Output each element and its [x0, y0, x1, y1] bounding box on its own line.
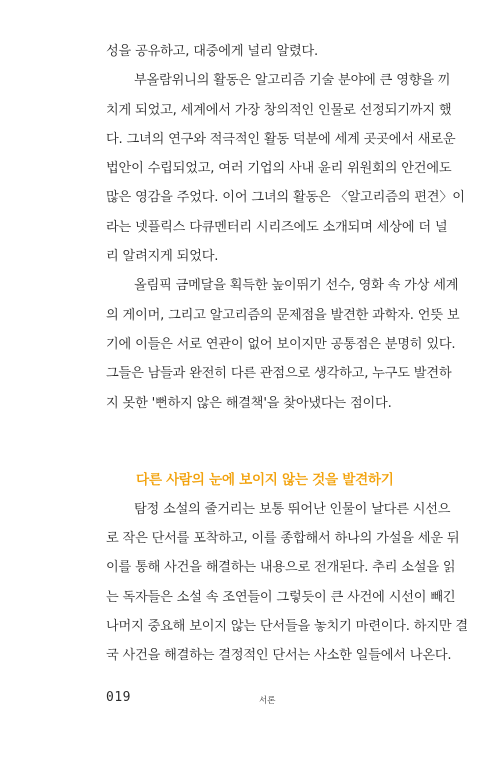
text-line: 법안이 수립되었고, 여러 기업의 사내 윤리 위원회의 안건에도: [106, 161, 452, 177]
text-line: 탐정 소설의 줄거리는 보통 뛰어난 인물이 날다른 시선으: [134, 501, 451, 517]
text-line: 성을 공유하고, 대중에게 널리 알렸다.: [106, 44, 319, 59]
text-line: 국 사건을 해결하는 결정적인 단서는 사소한 일들에서 나온다.: [106, 648, 452, 664]
running-title: 서론: [259, 696, 276, 706]
page-number: 019: [106, 690, 131, 705]
text-line: 치게 되었고, 세계에서 가장 창의적인 인물로 선정되기까지 했: [106, 102, 452, 118]
text-line: 이를 통해 사건을 해결하는 내용으로 전개된다. 추리 소설을 읽: [106, 560, 456, 576]
paragraph-2: [106, 66, 465, 271]
section-heading: 다른 사람의 눈에 보이지 않는 것을 발견하기: [136, 471, 394, 488]
text-line: 많은 영감을 주었다. 이어 그녀의 활동은 〈알고리즘의 편견〉이: [106, 190, 465, 206]
text-line: 올림픽 금메달을 획득한 높이뛰기 선수, 영화 속 가상 세계: [134, 278, 459, 294]
text-line: 리 알려지게 되었다.: [106, 249, 219, 265]
paragraph-4: [106, 495, 468, 671]
text-line: 는 독자들은 소설 속 조연들이 그렇듯이 큰 사건에 시선이 빼긴: [106, 589, 456, 605]
text-line: 라는 넷플릭스 다큐멘터리 시리즈에도 소개되며 세상에 더 널: [106, 219, 448, 235]
text-line: 그들은 남들과 완전히 다른 관점으로 생각하고, 누구도 발견하: [106, 366, 452, 382]
text-line: 로 작은 단서를 포착하고, 이를 종합해서 하나의 가설을 세운 뒤: [106, 531, 460, 547]
text-line: 의 게이머, 그리고 알고리즘의 문제점을 발견한 과학자. 언뜻 보: [106, 307, 460, 323]
paragraph-3: [106, 271, 460, 417]
text-line: 부올람위니의 활동은 알고리즘 기술 분야에 큰 영향을 끼: [134, 73, 451, 89]
text-line: 기에 이들은 서로 연관이 없어 보이지만 공통점은 분명히 있다.: [106, 336, 456, 352]
paragraph-1: [106, 37, 456, 66]
text-line: 지 못한 '뻔하지 않은 해결책'을 찾아냈다는 점이다.: [106, 395, 392, 411]
body-text: [106, 37, 468, 671]
text-line: 다. 그녀의 연구와 적극적인 활동 덕분에 세계 곳곳에서 새로운: [106, 131, 456, 147]
section-heading-block: [106, 466, 456, 495]
text-line: 나머지 중요해 보이지 않는 단서들을 놓치기 마련이다. 하지만 결: [106, 619, 468, 635]
